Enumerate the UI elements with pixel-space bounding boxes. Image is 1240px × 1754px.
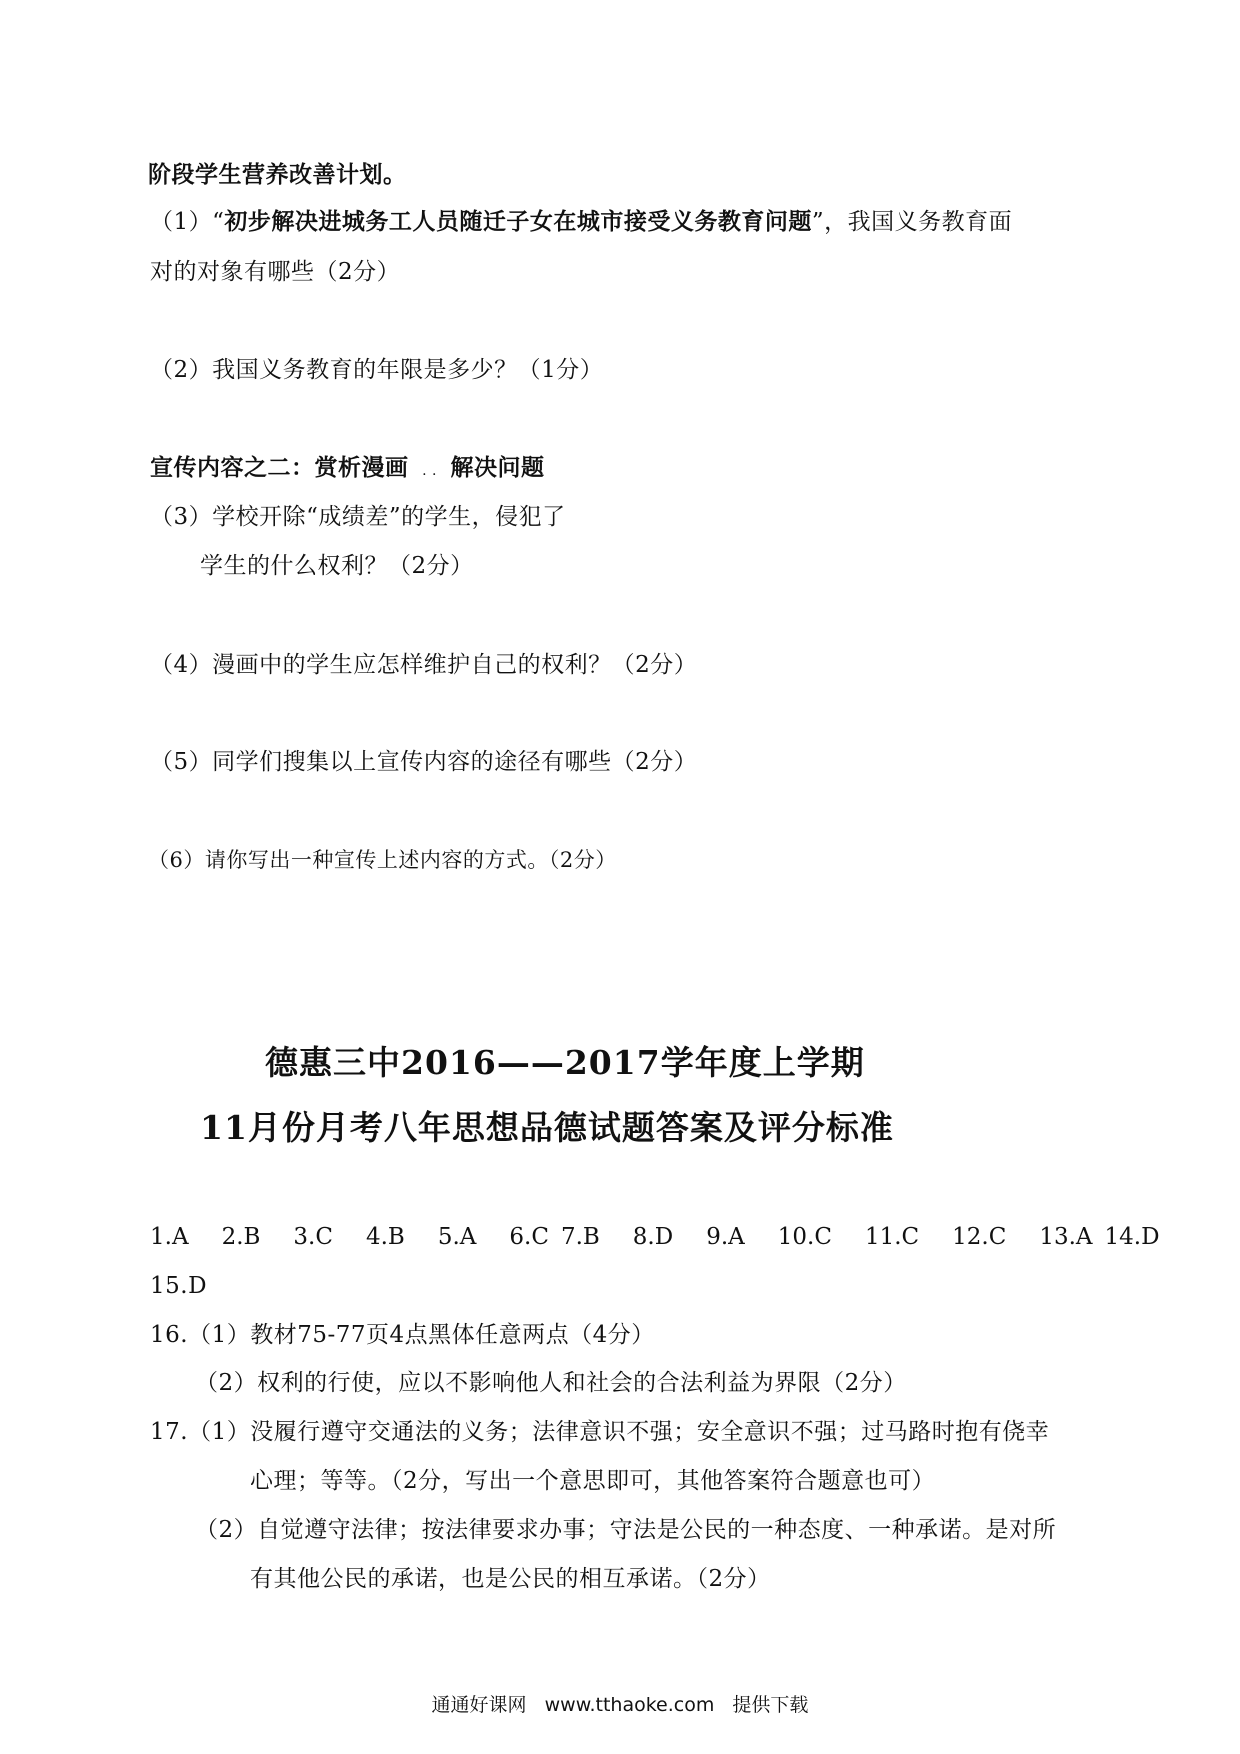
choice-answer: 12.C <box>952 1224 1007 1250</box>
answer-17-2-line1: （2）自觉遵守法律；按法律要求办事；守法是公民的一种态度、一种承诺。是对所 <box>195 1517 1057 1543</box>
choice-answer: 14.D <box>1104 1224 1160 1250</box>
topic-2-part-a: 宣传内容之二：赏析漫画 <box>150 454 409 481</box>
choice-answer: 2.B <box>221 1224 261 1250</box>
question-1 <box>150 207 1012 237</box>
choice-answer: 11.C <box>864 1224 920 1250</box>
answer-key-title-line1: 德惠三中2016——2017学年度上学期 <box>265 1043 865 1082</box>
choice-answer: 6.C <box>509 1224 549 1250</box>
question-3-line2: 学生的什么权利？（2分） <box>200 553 474 579</box>
q1-open: （1）“ <box>150 209 225 235</box>
answer-16-1: 16.（1）教材75-77页4点黑体任意两点（4分） <box>150 1322 655 1348</box>
q1-close: ”，我国义务教育面 <box>811 209 1013 235</box>
footer-note: 提供下载 <box>732 1694 809 1716</box>
footer-url[interactable]: www.tthaoke.com <box>544 1694 715 1716</box>
answer-17-1-line1: 17.（1）没履行遵守交通法的义务；法律意识不强；安全意识不强；过马路时抱有侥幸 <box>150 1419 1050 1445</box>
page-footer <box>0 1690 1240 1717</box>
choice-answer: 5.A <box>437 1224 477 1250</box>
q1-quote: 初步解决进城务工人员随迁子女在城市接受义务教育问题 <box>224 208 812 235</box>
answer-17-2-line2: 有其他公民的承诺，也是公民的相互承诺。（2分） <box>250 1566 771 1592</box>
question-5: （5）同学们搜集以上宣传内容的途径有哪些（2分） <box>150 749 698 775</box>
question-1-line2: 对的对象有哪些（2分） <box>150 259 401 285</box>
topic-2-dots: . . <box>422 463 437 479</box>
choice-answer: 10.C <box>777 1224 832 1250</box>
question-2: （2）我国义务教育的年限是多少？（1分） <box>150 357 604 383</box>
topic-2-part-b: 解决问题 <box>450 454 545 481</box>
question-3-line1: （3）学校开除“成绩差”的学生，侵犯了 <box>150 504 566 530</box>
answer-key-title-line2: 11月份月考八年思想品德试题答案及评分标准 <box>200 1108 894 1147</box>
intro-tail: 阶段学生营养改善计划。 <box>148 161 407 188</box>
choice-answer: 4.B <box>365 1224 405 1250</box>
choice-answer-last: 15.D <box>150 1273 208 1299</box>
answer-17-1-line2: 心理；等等。（2分，写出一个意思即可，其他答案符合题意也可） <box>250 1468 936 1494</box>
choice-answers <box>150 1222 1160 1252</box>
answer-16-2: （2）权利的行使，应以不影响他人和社会的合法利益为界限（2分） <box>195 1370 907 1396</box>
choice-answer: 7.B <box>560 1224 600 1250</box>
question-6: （6）请你写出一种宣传上述内容的方式。（2分） <box>148 848 617 872</box>
footer-site-name: 通通好课网 <box>431 1694 527 1716</box>
choice-answer: 8.D <box>632 1224 674 1250</box>
choice-answer: 13.A <box>1039 1224 1093 1250</box>
choice-answer: 3.C <box>293 1224 333 1250</box>
choice-answer: 9.A <box>706 1224 745 1250</box>
topic-2-heading <box>150 453 545 486</box>
choice-answer: 1.A <box>150 1224 189 1250</box>
question-4: （4）漫画中的学生应怎样维护自己的权利？（2分） <box>150 652 698 678</box>
